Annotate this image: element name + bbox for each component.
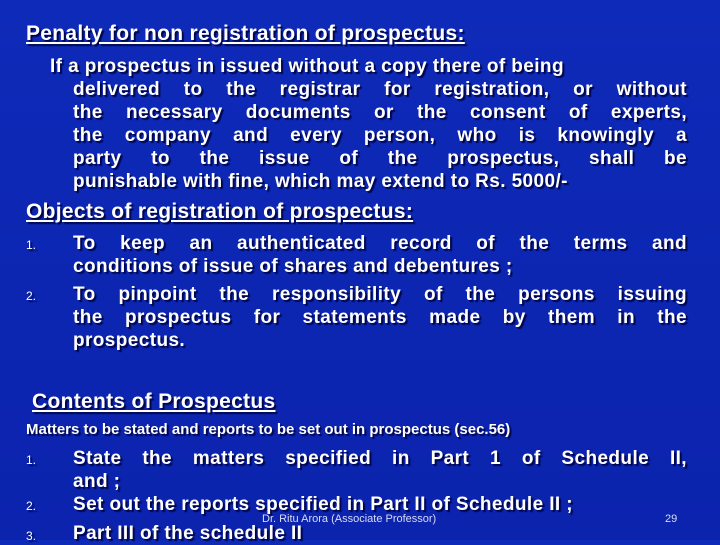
objects-line: prospectus. — [73, 330, 186, 351]
contents-item-text — [73, 447, 687, 493]
objects-line: the prospectus for statements made by them in the — [73, 307, 687, 328]
penalty-line: punishable with fine, which may extend to Rs. 5000/- — [73, 171, 568, 192]
penalty-line: the company and every person, who is knowingly a — [73, 125, 687, 146]
contents-heading: Contents of Prospectus — [32, 390, 276, 413]
objects-line: To keep an authenticated record of the terms and — [73, 233, 687, 254]
penalty-heading: Penalty for non registration of prospectus: — [26, 22, 465, 45]
page-number: 29 — [665, 513, 678, 525]
contents-item-text: Part III of the schedule II — [73, 523, 303, 544]
objects-item-number: 1. — [26, 238, 37, 252]
objects-item-number: 2. — [26, 289, 37, 303]
objects-line: conditions of issue of shares and debentures ; — [73, 256, 513, 277]
contents-item-number: 3. — [26, 529, 37, 543]
objects-item-text — [73, 232, 687, 278]
penalty-line: the necessary documents or the consent of experts, — [73, 102, 687, 123]
penalty-line: party to the issue of the prospectus, shall be — [73, 148, 687, 169]
objects-item-text — [73, 283, 687, 352]
contents-item-text: Set out the reports specified in Part II of Schedule II ; — [73, 494, 573, 515]
contents-line: State the matters specified in Part 1 of Schedule II, — [73, 448, 687, 469]
contents-item-number: 2. — [26, 499, 37, 513]
footer-author: Dr. Ritu Arora (Associate Professor) — [262, 513, 437, 525]
penalty-line: delivered to the registrar for registration, or without — [73, 79, 687, 100]
contents-item-number: 1. — [26, 453, 37, 467]
objects-heading: Objects of registration of prospectus: — [26, 200, 414, 223]
penalty-paragraph — [73, 78, 687, 193]
contents-subheading: Matters to be stated and reports to be set out in prospectus (sec.56) — [26, 421, 511, 438]
objects-line: To pinpoint the responsibility of the persons issuing — [73, 284, 687, 305]
penalty-first-line: If a prospectus in issued without a copy there of being — [50, 56, 564, 77]
contents-line: and ; — [73, 471, 121, 492]
